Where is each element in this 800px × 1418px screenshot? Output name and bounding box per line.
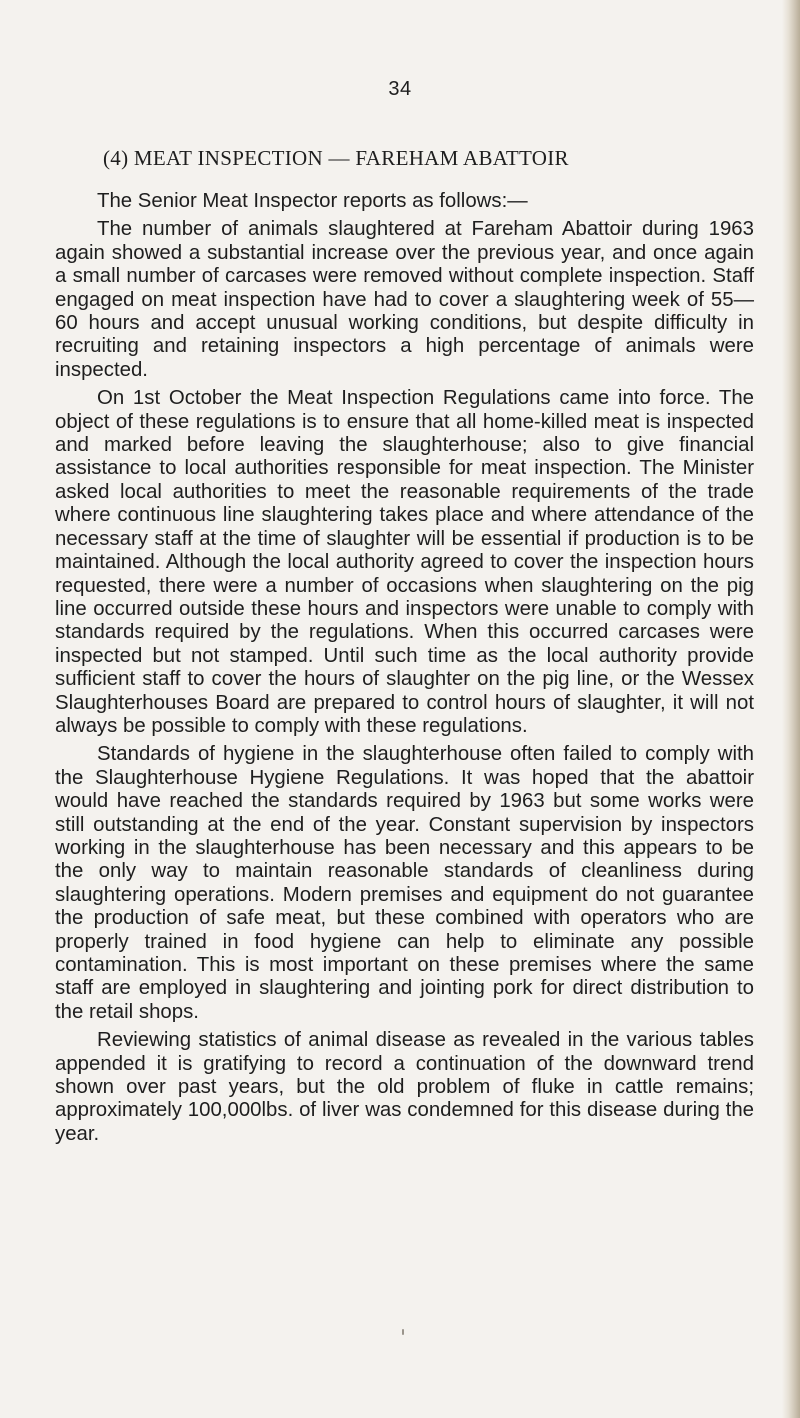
paragraph-regulations: On 1st October the Meat Inspection Regulations came into force. The object of these regulations is to ensure that all home-killed meat is inspected and marked before leaving the slaughterhouse; also to give financial assistance to local authorities responsible for meat inspection. The Minister asked local authorities to meet the reasonable requirements of the trade where continuous line slaughtering takes place and where attendance of the necessary staff at the time of slaughter will be essential if production is to be maintained. Although the local authority agreed to cover the inspection hours requested, there were a number of occasions when slaughtering on the pig line occurred outside these hours and inspectors were unable to comply with standards required by the regulations. When this occurred carcases were inspected but not stamped. Until such time as the local authority provide sufficient staff to cover the hours of slaughter on the pig line, or the Wessex Slaughterhouses Board are prepared to control hours of slaughter, it will not always be possible to comply with these regulations. [55,387,754,737]
paragraph-slaughter-numbers: The number of animals slaughtered at Fareham Abattoir during 1963 again showed a substantial increase over the previous year, and once again a small number of carcases were removed without complete inspection. Staff engaged on meat inspection have had to cover a slaughtering week of 55—60 hours and accept unusual working conditions, but despite difficulty in recruiting and retaining inspectors a high percentage of animals were inspected. [55,218,754,381]
page-number: 34 [388,78,412,100]
paragraph-hygiene: Standards of hygiene in the slaughterhouse often failed to comply with the Slaughterhouse Hygiene Regulations. It was hoped that the abattoir would have reached the standards required by 1963 but some works were still outstanding at the end of the year. Constant supervision by inspectors working in the slaughterhouse has been necessary and this appears to be the only way to maintain reasonable standards of cleanliness during slaughtering operations. Modern premises and equipment do not guarantee the production of safe meat, but these combined with operators who are properly trained in food hygiene can help to eliminate any possible contamination. This is most important on these premises where the same staff are employed in slaughtering and jointing pork for direct distribution to the retail shops. [55,743,754,1023]
print-speck [402,1329,404,1335]
section-heading: (4) MEAT INSPECTION — FAREHAM ABATTOIR [103,146,569,170]
page-edge-shadow [782,0,800,1418]
paragraph-disease-statistics: Reviewing statistics of animal disease as revealed in the various tables appended it is gratifying to record a continuation of the downward trend shown over past years, but the old problem of fluke in cattle remains; approximately 100,000lbs. of liver was condemned for this disease during the year. [55,1029,754,1145]
body-text [55,190,754,1151]
paragraph-intro: The Senior Meat Inspector reports as follows:— [97,190,528,212]
